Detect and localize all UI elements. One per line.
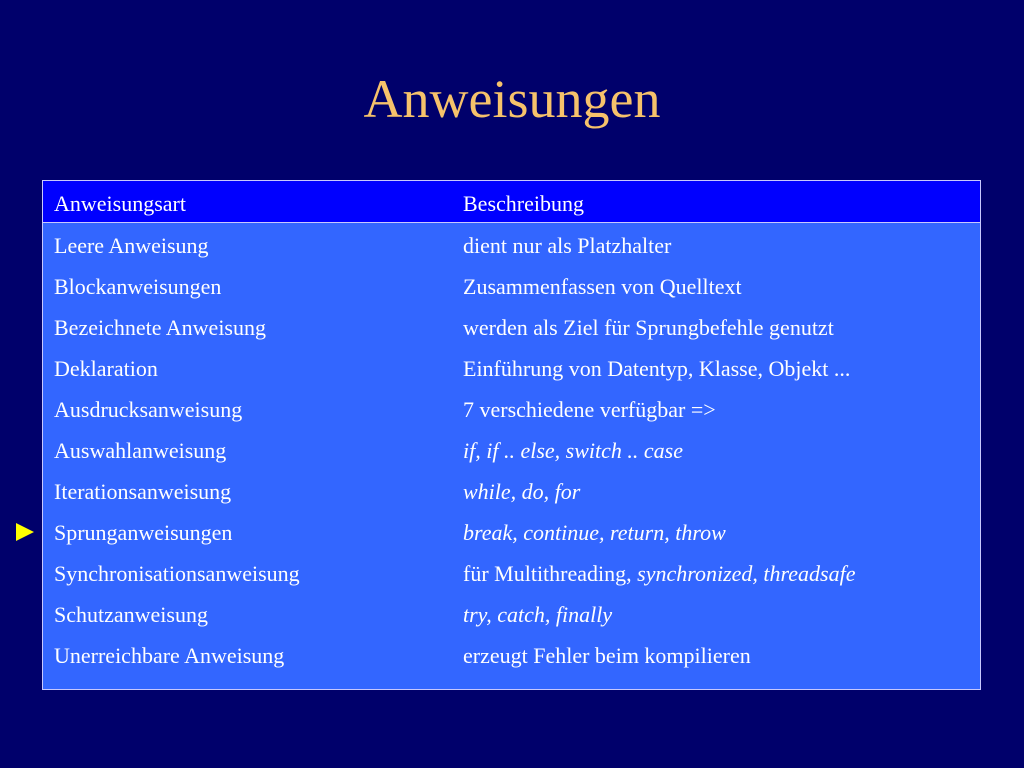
description-cell bbox=[463, 397, 716, 423]
table-row bbox=[43, 637, 980, 678]
statement-type-cell: Ausdrucksanweisung bbox=[54, 397, 243, 422]
description-cell bbox=[463, 356, 850, 382]
table-row bbox=[43, 432, 980, 473]
yellow-triangle-right-icon bbox=[16, 523, 34, 541]
description-cell bbox=[463, 438, 683, 464]
description-cell bbox=[463, 520, 726, 546]
description-keywords: synchronized, threadsafe bbox=[637, 561, 856, 586]
statement-type-cell: Leere Anweisung bbox=[54, 233, 209, 258]
statement-type-cell: Iterationsanweisung bbox=[54, 479, 232, 504]
table-row bbox=[43, 596, 980, 637]
table-row bbox=[43, 309, 980, 350]
table-row bbox=[43, 350, 980, 391]
header-description: Beschreibung bbox=[463, 191, 584, 216]
statement-type-cell: Bezeichnete Anweisung bbox=[54, 315, 266, 340]
description-text: werden als Ziel für Sprungbefehle genutzt bbox=[463, 315, 834, 340]
table-row bbox=[43, 391, 980, 432]
description-text: erzeugt Fehler beim kompilieren bbox=[463, 643, 751, 668]
description-text: Einführung von Datentyp, Klasse, Objekt ... bbox=[463, 356, 851, 381]
description-cell bbox=[463, 315, 834, 341]
description-keywords: try, catch, finally bbox=[463, 602, 613, 627]
description-cell bbox=[463, 233, 671, 259]
table-row bbox=[43, 473, 980, 514]
description-text: dient nur als Platzhalter bbox=[463, 233, 672, 258]
statement-type-cell: Synchronisationsanweisung bbox=[54, 561, 300, 586]
slide-title: Anweisungen bbox=[363, 69, 661, 129]
statement-type-cell: Deklaration bbox=[54, 356, 158, 381]
statements-table bbox=[42, 180, 981, 690]
description-keywords: if, if .. else, switch .. case bbox=[463, 438, 683, 463]
description-keywords: break, continue, return, throw bbox=[463, 520, 726, 545]
description-cell bbox=[463, 602, 612, 628]
description-text: Zusammenfassen von Quelltext bbox=[463, 274, 742, 299]
table-row bbox=[43, 514, 980, 555]
description-keywords: while, do, for bbox=[463, 479, 581, 504]
statement-type-cell: Unerreichbare Anweisung bbox=[54, 643, 285, 668]
table-row bbox=[43, 555, 980, 596]
statement-type-cell: Sprunganweisungen bbox=[54, 520, 233, 545]
table-header-row bbox=[43, 181, 980, 223]
description-text: für Multithreading, bbox=[463, 561, 638, 586]
statement-type-cell: Blockanweisungen bbox=[54, 274, 222, 299]
description-cell bbox=[463, 561, 855, 587]
table-row bbox=[43, 227, 980, 268]
description-text: 7 verschiedene verfügbar => bbox=[463, 397, 716, 422]
description-cell bbox=[463, 643, 751, 669]
statement-type-cell: Auswahlanweisung bbox=[54, 438, 227, 463]
description-cell bbox=[463, 479, 580, 505]
header-statement-type: Anweisungsart bbox=[54, 191, 186, 216]
statement-type-cell: Schutzanweisung bbox=[54, 602, 208, 627]
table-row bbox=[43, 268, 980, 309]
description-cell bbox=[463, 274, 742, 300]
